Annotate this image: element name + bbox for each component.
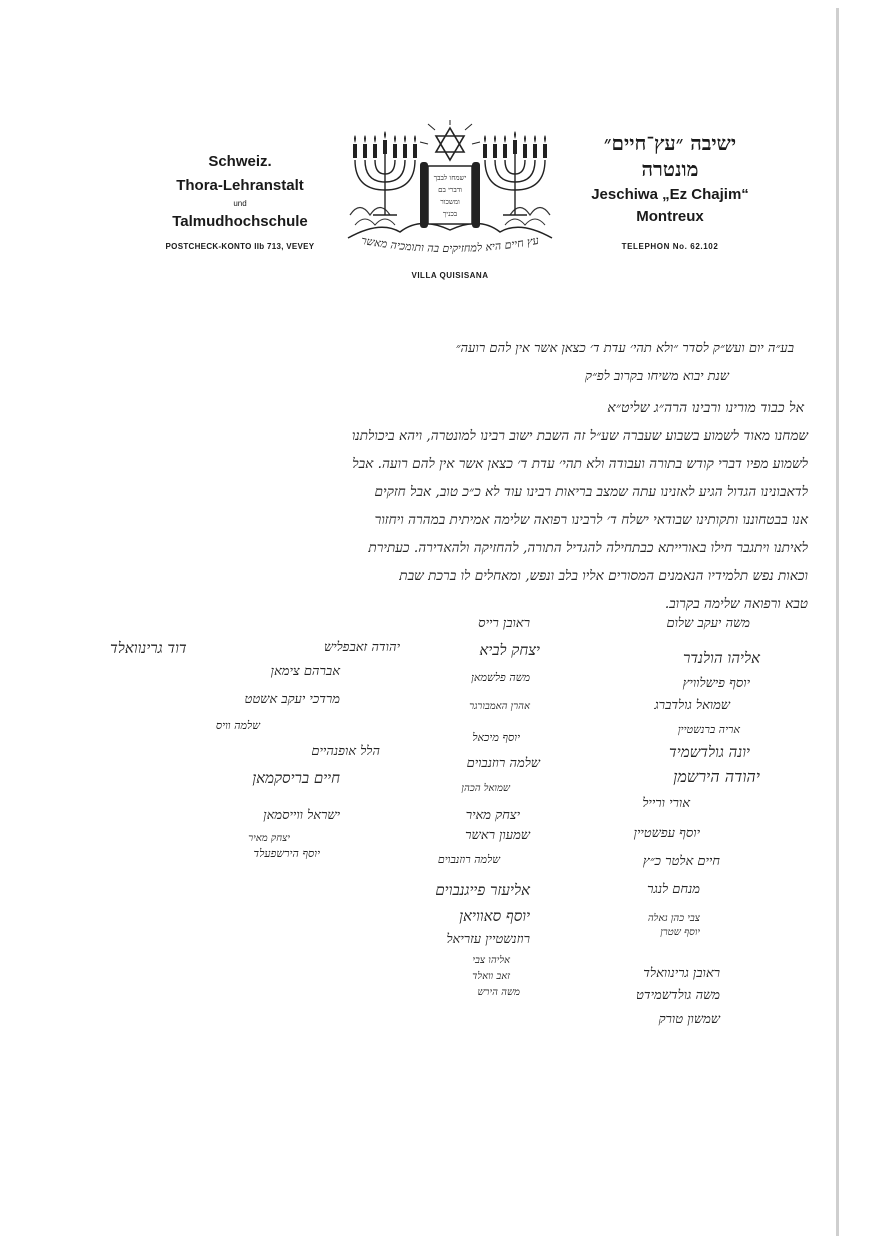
- signature: צבי כהן גאלה: [647, 913, 700, 924]
- signature: יהודה זאבפליש: [323, 640, 400, 655]
- signature: יוסף שטרן: [660, 927, 700, 938]
- signature: אהרן האמבורגר: [469, 701, 530, 712]
- signature: יונה גולדשמיד: [669, 743, 750, 761]
- date-line: בע״ה יום ועש״ק לסדר ״ולא תהי׳ עדת ד׳ כצאן אשר אין להם רועה״: [455, 341, 794, 356]
- letterhead-left: [150, 150, 330, 251]
- yeshiva-german-city: Montreux: [636, 208, 704, 225]
- signature: אליהו הולנדר: [683, 649, 760, 667]
- yeshiva-emblem: [340, 120, 560, 260]
- signature: אברהם צימאן: [270, 664, 340, 679]
- body-line-7: טבא ורפואה שלימה בקרוב.: [664, 596, 808, 612]
- signature: משה פלשמאן: [471, 671, 530, 684]
- signature: חיים אלטר כ״ץ: [642, 854, 720, 869]
- telephone-number: TELEPHON No. 62.102: [621, 242, 719, 251]
- body-line-2: לשמוע מפיו דברי קודש בתורה ועבודה ולא תהי׳ עדת ד׳ כצאן אשר אין להם רועה. אבל: [352, 456, 808, 472]
- signature: יוסף מיכאל: [472, 731, 520, 744]
- scroll-text-1: ישמחו לבבך: [433, 174, 467, 182]
- page-edge-shadow: [836, 8, 839, 1236]
- signature: חיים בריסקמאן: [252, 769, 340, 787]
- signature: יוסף עפשטיין: [633, 826, 700, 841]
- body-line-4: אנו בבטחוננו ותקותינו שבודאי ישלח ד׳ לרבינו רפואה שלימה אמיתית במהרה ויחזור: [374, 512, 808, 528]
- signature: אליהו צבי: [472, 955, 510, 966]
- signature: הלל אופנהיים: [311, 744, 380, 759]
- signatures-middle-column: [390, 615, 570, 1045]
- signature: יוסף סאוויאן: [459, 907, 530, 925]
- letterhead-school: Talmudhochschule: [172, 213, 308, 230]
- letterhead-und: und: [233, 199, 247, 208]
- villa-name: VILLA QUISISANA: [411, 271, 489, 280]
- letterhead-right: [565, 130, 775, 251]
- signature: ישראל ווייסמאן: [263, 808, 340, 823]
- signatures-right-column: [560, 615, 760, 1045]
- signature: שמעון ראשר: [465, 828, 530, 843]
- signature: שמואל הכהן: [461, 783, 510, 794]
- signature: יוסף פישלוויץ: [682, 676, 750, 691]
- scroll-text-2: ודברי בם: [438, 186, 462, 194]
- signature: שמשון טורק: [658, 1012, 720, 1027]
- yeshiva-hebrew-name: ישיבה ״עץ־חיים״: [603, 131, 737, 155]
- signatures-left-column: [110, 615, 400, 875]
- signature: שמואל גולדברג: [654, 698, 730, 713]
- signature: יהודה הירשמן: [673, 767, 760, 786]
- emblem-arc-text: עץ חיים היא למחזיקים בה ותומכיה מאשר: [360, 233, 540, 256]
- svg-text:עץ חיים היא למחזיקים בה ותומכי: [360, 234, 540, 255]
- signature: שלמה רוזנבוים: [466, 756, 540, 771]
- signature: יוסף הירשפעלד: [253, 847, 320, 860]
- letterhead-country: Schweiz.: [208, 153, 272, 170]
- signature: יצחק מאיר: [248, 833, 290, 844]
- signature: שלמה רוזנבוים: [437, 853, 500, 866]
- signature: דוד גרינוואלד: [110, 639, 187, 657]
- signature: משה יעקב שלום: [666, 616, 750, 631]
- signature: שלמה וויס: [215, 719, 260, 732]
- scroll-text-4: בכניך: [442, 210, 458, 218]
- signature: ראובן רייס: [478, 616, 530, 631]
- body-line-3: לדאבונינו הגדול הגיע לאזנינו עתה שמצב בריאות רבינו עוד לא כ״כ טוב, אבל חזקים: [374, 484, 808, 500]
- signature: אליעזר פייגנבוים: [435, 881, 530, 899]
- yeshiva-german-name: Jeschiwa „Ez Chajim“: [591, 186, 749, 203]
- signature: ראובן גרינוואלד: [643, 966, 720, 981]
- signature: אריה ברנשטיין: [677, 723, 740, 736]
- scroll-text-3: ומשכור: [440, 198, 460, 206]
- signature: משה הירש: [477, 987, 520, 998]
- year-line: שנת יבוא משיחו בקרוב לפ״ק: [584, 369, 729, 384]
- letterhead-institution: Thora-Lehranstalt: [176, 177, 304, 194]
- postcheck-account: POSTCHECK-KONTO IIb 713, VEVEY: [165, 242, 315, 251]
- signature: רוזנשטיין עזריאל: [446, 932, 530, 947]
- body-line-6: וכאות נפש תלמידיו הנאמנים המסורים אליו בלב ונפש, ומאחלים לו ברכת שבת: [399, 568, 808, 584]
- signature: מנחם לנגר: [647, 882, 700, 897]
- body-line-5: לאיתנו ויתגבר חילו באורייתא כבתחילה להגדיל התורה, להחזיקה ולהאדירה. כעתירת: [368, 540, 808, 556]
- salutation: אל כבוד מורינו ורבינו הרה״ג שליט״א: [607, 400, 804, 416]
- signature: מרדכי יעקב אשטט: [244, 692, 340, 707]
- signature: משה גולדשמידט: [636, 988, 720, 1003]
- yeshiva-hebrew-city: מונטרה: [641, 157, 699, 181]
- signature: יצחק מאיר: [465, 808, 520, 823]
- signature: יצחק לביא: [479, 641, 540, 659]
- body-line-1: שמחנו מאוד לשמוע בשבוע שעברה שע״ל זה השבת ישוב רבינו למונטרה, ויהא ביכולתנו: [351, 428, 808, 444]
- signature: אורי ורייל: [642, 796, 690, 811]
- signature: זאב וואלד: [472, 971, 510, 982]
